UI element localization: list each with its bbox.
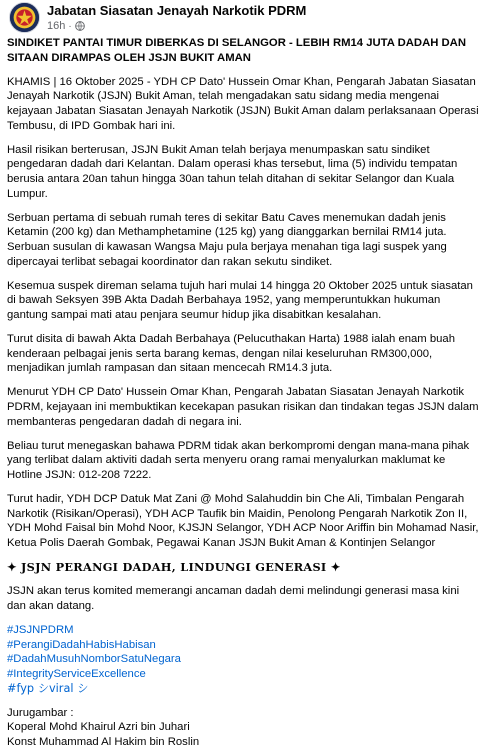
post-paragraph: KHAMIS | 16 Oktober 2025 - YDH CP Dato' Hussein Omar Khan, Pengarah Jabatan Siasatan Jenayah Narkotik (JSJN) Bukit Aman, telah mengadakan satu sidang media mengenai kejayaan Jabatan Siasatan Jenayah Narkotik (JSJN) Bukit Aman dalam perlaksanaan Operasi Tembusu, di IPD Gombak hari ini. bbox=[7, 75, 479, 132]
post-paragraph: Turut hadir, YDH DCP Datuk Mat Zani @ Mohd Salahuddin bin Che Ali, Timbalan Pengarah Narkotik (Risikan/Operasi), YDH ACP Taufik bin Maidin, Penolong Pengarah Narkotik Zon II, YDH Mohd Faisal bin Mohd Noor, KJSJN Selangor, YDH ACP Noor Ariffin bin Mohamad Nasir, Ketua Polis Daerah Gombak, Pegawai Kanan JSJN Bukit Aman & Kontinjen Selangor bbox=[7, 493, 479, 549]
post-paragraph: Kesemua suspek direman selama tujuh hari mulai 14 hingga 20 Oktober 2025 untuk siasatan di bawah Seksyen 39B Akta Dadah Berbahaya 1952, yang memperuntukkan hukuman gantung sampai mati atau penjara seumur hidup jika disabitkan kesalahan. bbox=[7, 279, 473, 321]
globe-icon[interactable] bbox=[75, 21, 85, 31]
photographer-name: Konst Muhammad Al Hakim bin Roslin bbox=[7, 735, 200, 748]
post-paragraph: Beliau turut menegaskan bahawa PDRM tidak akan berkompromi dengan mana-mana pihak yang terlibat dalam aktiviti dadah serta menyeru orang ramai menyalurkan maklumat ke Hotline JSJN: 012-208 7222. bbox=[7, 439, 470, 481]
post-paragraph: Menurut YDH CP Dato' Hussein Omar Khan, Pengarah Jabatan Siasatan Jenayah Narkotik PDRM, kejayaan ini membuktikan kecekapan pasukan risikan dan tindakan tegas JSJN dalam membanteras pengedaran dadah di negara ini. bbox=[7, 386, 479, 428]
post-meta bbox=[47, 20, 85, 32]
meta-separator: · bbox=[68, 20, 72, 32]
photographer-name: Koperal Mohd Khairul Azri bin Juhari bbox=[7, 721, 190, 734]
hashtag-link[interactable]: #JSJNPDRM bbox=[7, 624, 74, 637]
hashtag-link[interactable]: #DadahMusuhNomborSatuNegara bbox=[7, 653, 181, 666]
post-time[interactable]: 16h bbox=[47, 20, 66, 32]
post-body bbox=[7, 36, 481, 749]
post-paragraph: Hasil risikan berterusan, JSJN Bukit Aman telah berjaya menumpaskan satu sindiket pengedaran dadah dari Kelantan. Dalam operasi khas tersebut, lima (5) individu tempatan berusia antara 20an tahun hingga 30an tahun telah ditahan di sekitar Selangor dan Kuala Lumpur. bbox=[7, 143, 458, 200]
post-paragraph: Turut disita di bawah Akta Dadah Berbahaya (Pelucuthakan Harta) 1988 ialah enam buah kenderaan pelbagai jenis serta barang kemas, dengan nilai keseluruhan RM300,000, menjadikan jumlah rampasan dan sitaan mencecah RM14.3 juta. bbox=[7, 333, 455, 375]
post-closing: JSJN akan terus komited memerangi ancaman dadah demi melindungi generasi masa kini dan akan datang. bbox=[7, 585, 460, 612]
hashtag-list bbox=[7, 623, 481, 696]
hashtag-link[interactable]: #fyp シviral シ bbox=[7, 681, 89, 695]
hashtag-link[interactable]: #PerangiDadahHabisHabisan bbox=[7, 638, 156, 651]
hashtag-link[interactable]: #IntegrityServiceExcellence bbox=[7, 667, 146, 680]
post-headline: SINDIKET PANTAI TIMUR DIBERKAS DI SELANGOR - LEBIH RM14 JUTA DADAH DAN SITAAN DIRAMPAS OLEH JSJN BUKIT AMAN bbox=[7, 37, 466, 64]
post-paragraph: Serbuan pertama di sebuah rumah teres di sekitar Batu Caves menemukan dadah jenis Ketamin (200 kg) dan Methamphetamine (125 kg) yang dianggarkan bernilai RM14 juta. Serbuan susulan di kawasan Wangsa Maju pula berjaya menahan tiga lagi suspek yang dipercayai terlibat sebagai koordinator dan rakan sekutu sindiket. bbox=[7, 211, 447, 268]
pdrm-logo-icon bbox=[10, 3, 39, 32]
photographer-label: Jurugambar : bbox=[7, 706, 74, 719]
page-avatar[interactable] bbox=[9, 2, 40, 33]
post-slogan: ✦ 𝐉𝐒𝐉𝐍 𝐏𝐄𝐑𝐀𝐍𝐆𝐈 𝐃𝐀𝐃𝐀𝐇, 𝐋𝐈𝐍𝐃𝐔𝐍𝐆𝐈 𝐆𝐄𝐍𝐄𝐑𝐀𝐒𝐈 ✦ bbox=[7, 560, 341, 575]
photographer-credits bbox=[7, 706, 481, 749]
post-header bbox=[7, 0, 481, 36]
page-name-link[interactable]: Jabatan Siasatan Jenayah Narkotik PDRM bbox=[47, 3, 307, 18]
